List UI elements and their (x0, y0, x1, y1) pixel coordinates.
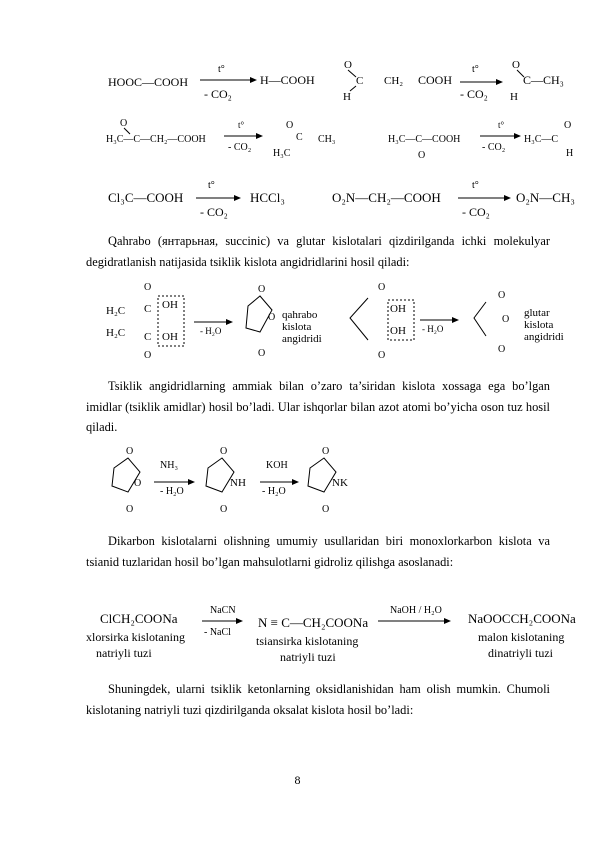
imide-scheme (100, 446, 580, 516)
reagent-nacn: NaCN (210, 605, 236, 616)
nitromethane: O₂N—CH₃ (516, 190, 575, 205)
malonic-synthesis-scheme (86, 603, 582, 665)
heat-label: t° (472, 64, 479, 75)
atom-h: H (510, 91, 518, 103)
disodium-malonate: NaOOCCH₂COONa (468, 611, 576, 626)
imide-nh: NH (230, 477, 246, 489)
pyruvic-reactant-tail: COOH (418, 73, 453, 87)
minus-nacl-label: - NaCl (204, 627, 231, 638)
paragraph-4 (86, 679, 550, 720)
atom-h: H (566, 148, 574, 159)
paragraph-1 (86, 231, 550, 272)
page-number: 8 (294, 773, 301, 787)
atom-c: C (356, 75, 364, 87)
bond (348, 70, 356, 77)
malonic-product: H₃C—C (524, 134, 559, 145)
acetoacetic-acid: H₃C—C—CH₂—COOH (106, 134, 206, 145)
atom-c: C (296, 132, 303, 143)
minus-water-label: - H₂O (422, 324, 444, 334)
reaction-row-2 (100, 116, 580, 164)
minus-co2-label: - CO₂ (228, 142, 252, 153)
atom-o: O (126, 446, 134, 457)
minus-co2-label: - CO₂ (460, 87, 488, 101)
formic-acid: H—COOH (260, 73, 315, 87)
disodium-malonate-name-1: malon kislotaning (478, 630, 565, 644)
minus-water-label: - H₂O (160, 486, 184, 497)
paragraph-1-text: Qahrabo (янтарьная, succinic) va glutar kislotalari qizdirilganda ichki molekulyar degidratlanish natijasida tsiklik kislota angidridlarini hosil qiladi: (86, 234, 550, 269)
paragraph-2 (86, 376, 550, 438)
trichloroacetic-acid: Cl₃C—COOH (108, 190, 184, 205)
paragraph-3 (86, 531, 550, 572)
minus-co2-label: - CO₂ (482, 142, 506, 153)
atom-o: O (564, 120, 572, 131)
arrow-head (444, 618, 451, 624)
atom-o: O (378, 282, 386, 293)
atom-c: C (144, 331, 152, 343)
paragraph-4-text: Shuningdek, ularni tsiklik ketonlarning oksidlanishidan ham olish mumkin. Chumoli kislotaning natriyli tuzi qizdirilganda oksalat kislota hosil bo’ladi: (86, 682, 550, 717)
atom-o: O (220, 446, 228, 457)
atom-o: O (268, 312, 276, 323)
atom-o: O (322, 504, 330, 515)
atom-o: O (220, 504, 228, 515)
pyruvic-product-tail: C—CH₃ (523, 73, 564, 87)
ch2-label: H₂C (106, 305, 126, 317)
hydroxyl: OH (390, 325, 406, 337)
reaction-row-1 (100, 58, 580, 106)
cyanoacetate-name-1: tsiansirka kislotaning (256, 634, 359, 648)
arrow-head (188, 479, 195, 485)
glutaric-name-1: glutar (524, 307, 550, 319)
minus-water-label: - H₂O (262, 486, 286, 497)
paragraph-3-text: Dikarbon kislotalarni olishning umumiy usullaridan biri monoxlorkarbon kislota va tsianid tuzlaridan hosil bo’lgan mahsulotlarni gidroliz qilishga asoslanadi: (86, 534, 550, 569)
glutaric-name-3: angidridi (524, 331, 564, 343)
atom-o: O (134, 478, 142, 489)
arrow-head (226, 319, 233, 325)
arrow-head (234, 195, 241, 201)
atom-o: O (498, 290, 506, 301)
malonic-reactant: H₃C—C—COOH (388, 134, 461, 145)
succinic-name-2: kislota (282, 321, 312, 333)
acetone-h3c: H₃C (273, 148, 291, 159)
atom-o: O (144, 350, 152, 361)
succinic-name-1: qahrabo (282, 309, 318, 321)
arrow-head (504, 195, 511, 201)
hydroxyl: OH (162, 331, 178, 343)
chloroacetate-name-2: natriyli tuzi (96, 646, 152, 660)
succinic-name-3: angidridi (282, 333, 322, 345)
arrow-head (452, 317, 459, 323)
acetone-ch3: CH₃ (318, 134, 336, 145)
atom-o: O (120, 118, 128, 129)
minus-co2-label: - CO₂ (200, 205, 228, 219)
cyanoacetate: N ≡ C—CH₂COONa (258, 615, 369, 630)
ch2-label: H₂C (106, 327, 126, 339)
paragraph-2-text: Tsiklik angidridlarning ammiak bilan o’zaro ta’siridan kislota xossaga ega bo’lgan imidlar (tsiklik amidlar) hosil bo’ladi. Ular ishqorlar bilan azot atomi bo’yicha oson tuz hosil qiladi. (86, 379, 550, 434)
disodium-malonate-name-2: dinatriyli tuzi (488, 646, 553, 660)
arrow-head (256, 133, 263, 139)
atom-o: O (418, 150, 426, 161)
atom-o: O (512, 59, 520, 71)
arrow-head (292, 479, 299, 485)
atom-o: O (322, 446, 330, 457)
atom-o: O (144, 282, 152, 293)
cyanoacetate-name-2: natriyli tuzi (280, 650, 336, 664)
glutaric-name-2: kislota (524, 319, 554, 331)
heat-label: t° (498, 120, 505, 130)
atom-o: O (258, 348, 266, 359)
reagent-naoh: NaOH / H₂O (390, 605, 442, 616)
heat-label: t° (472, 180, 479, 191)
reagent-nh3: NH₃ (160, 460, 178, 471)
chloroacetate-name-1: xlorsirka kislotaning (86, 630, 185, 644)
chloroacetate: ClCH₂COONa (100, 611, 178, 626)
reagent-koh: KOH (266, 460, 288, 471)
nitroacetic-acid: O₂N—CH₂—COOH (332, 190, 441, 205)
atom-h: H (343, 91, 351, 103)
atom-o: O (258, 284, 266, 295)
minus-co2-label: - CO₂ (462, 205, 490, 219)
arrow-head (250, 77, 257, 83)
reaction-row-3 (100, 174, 580, 222)
heat-label: t° (238, 120, 245, 130)
arrow-head (514, 133, 521, 139)
arrow-head (496, 79, 503, 85)
atom-o: O (498, 344, 506, 355)
hydroxyl: OH (162, 299, 178, 311)
glutaric-chain (350, 298, 368, 340)
chloroform: HCCl₃ (250, 190, 285, 205)
ch2-label: CH₂ (384, 75, 404, 87)
atom-o: O (344, 59, 352, 71)
atom-o: O (502, 314, 510, 325)
arrow-head (236, 618, 243, 624)
minus-co2-label: - CO₂ (204, 87, 232, 101)
atom-c: C (144, 303, 152, 315)
anhydride-ring (474, 302, 486, 336)
anhydride-scheme (100, 282, 580, 362)
atom-o: O (286, 120, 294, 131)
oxalic-acid: HOOC—COOH (108, 75, 189, 89)
heat-label: t° (208, 180, 215, 191)
atom-o: O (378, 350, 386, 361)
heat-label: t° (218, 64, 225, 75)
bond (350, 86, 356, 91)
minus-water-label: - H₂O (200, 326, 222, 336)
atom-o: O (126, 504, 134, 515)
imide-nk: NK (332, 477, 348, 489)
hydroxyl: OH (390, 303, 406, 315)
